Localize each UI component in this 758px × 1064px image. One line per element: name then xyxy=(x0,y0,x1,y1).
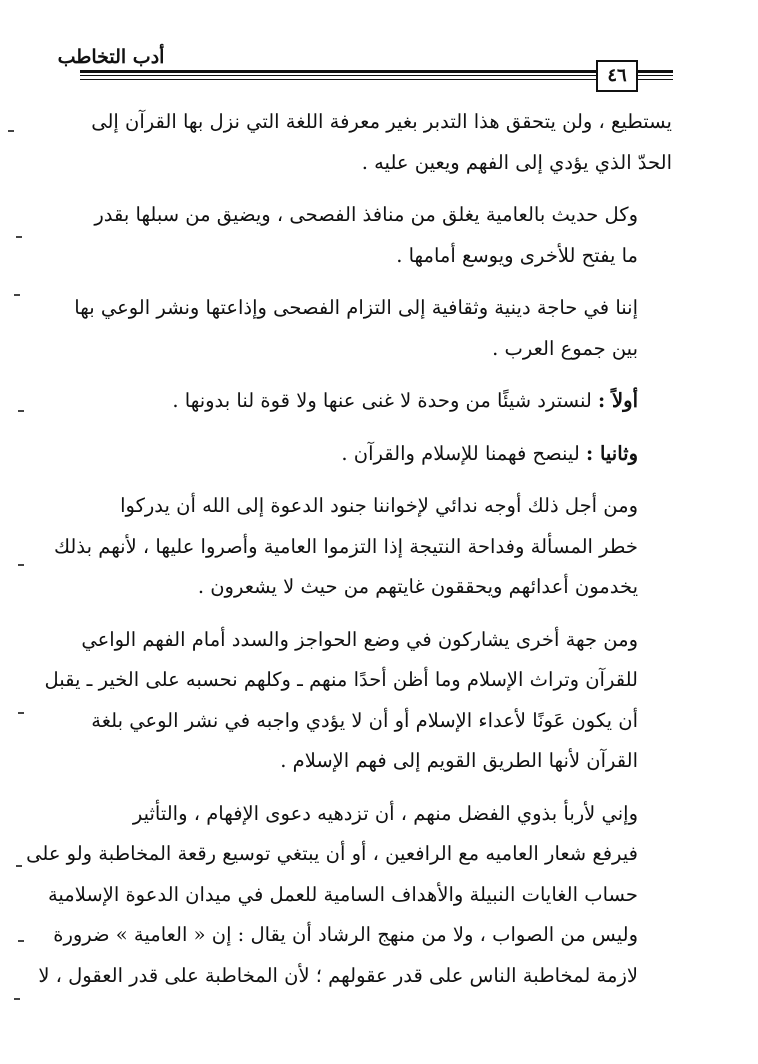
header-rule xyxy=(637,70,673,73)
text-line: القرآن لأنها الطريق القويم إلى فهم الإسلام . xyxy=(280,749,638,772)
header-rule xyxy=(80,70,596,73)
scan-speck xyxy=(14,294,20,296)
paragraph xyxy=(44,620,672,782)
text-line: ومن جهة أخرى يشاركون في وضع الحواجز والسدد أمام الفهم الواعي xyxy=(81,627,638,651)
text-line: الحدّ الذي يؤدي إلى الفهم ويعين عليه . xyxy=(361,150,672,174)
paragraph xyxy=(53,486,672,608)
text-line: فيرفع شعار العاميه مع الرافعين ، أو أن يبتغي توسيع رقعة المخاطبة ولو على xyxy=(26,842,638,865)
header-rule xyxy=(637,75,673,76)
text-line: أن يكون عَونًا لأعداء الإسلام أو أن لا يؤدي واجبه في نشر الوعي بلغة xyxy=(91,708,638,732)
scan-speck xyxy=(18,940,24,942)
paragraph xyxy=(26,794,672,997)
scan-speck xyxy=(8,130,14,132)
point-lead: وثانيا : xyxy=(585,441,638,465)
point-text: لينصح فهمنا للإسلام والقرآن . xyxy=(341,441,586,465)
text-line: بين جموع العرب . xyxy=(492,336,638,360)
point-text: لنسترد شيئًا من وحدة لا غنى عنها ولا قوة لنا بدونها . xyxy=(172,389,599,412)
text-line: وليس من الصواب ، ولا من منهج الرشاد أن يقال : إن « العامية » ضرورة xyxy=(53,923,638,946)
text-line: وإني لأربأ بذوي الفضل منهم ، أن تزدهيه دعوى الإفهام ، والتأثير xyxy=(132,801,638,825)
paragraph xyxy=(74,102,672,183)
text-line: حساب الغايات النبيلة والأهداف السامية للعمل في ميدان الدعوة الإسلامية xyxy=(47,882,638,906)
header-rule xyxy=(80,75,596,76)
point-lead: أولاً : xyxy=(598,389,638,412)
point-paragraph xyxy=(74,434,672,475)
header-rule xyxy=(80,79,596,80)
body-text xyxy=(26,102,672,1008)
scan-speck xyxy=(16,865,22,867)
scan-speck xyxy=(18,410,24,412)
text-line: خطر المسألة وفداحة النتيجة إذا التزموا العامية وأصروا عليها ، لأنهم بذلك xyxy=(53,534,638,558)
text-line: ومن أجل ذلك أوجه ندائي لإخواننا جنود الدعوة إلى الله أن يدركوا xyxy=(120,494,638,517)
text-line: لازمة لمخاطبة الناس على قدر عقولهم ؛ لأن المخاطبة على قدر العقول ، لا xyxy=(38,963,638,987)
point-paragraph xyxy=(74,381,672,422)
paragraph xyxy=(74,288,672,369)
text-line: وكل حديث بالعامية يغلق من منافذ الفصحى ، ويضيق من سبلها بقدر xyxy=(94,203,638,226)
text-line xyxy=(74,381,672,422)
scan-speck xyxy=(18,564,24,566)
scan-speck xyxy=(16,236,22,238)
header-rule xyxy=(637,79,673,80)
running-header-title: أدب التخاطب xyxy=(57,46,165,68)
text-line: يخدمون أعدائهم ويحققون غايتهم من حيث لا يشعرون . xyxy=(197,575,638,598)
scan-speck xyxy=(18,712,24,714)
text-line: إننا في حاجة دينية وثقافية إلى التزام الفصحى وإذاعتها ونشر الوعي بها xyxy=(74,296,638,319)
page-number: ٤٦ xyxy=(596,60,638,92)
text-line xyxy=(74,434,672,475)
text-line: يستطيع ، ولن يتحقق هذا التدبر بغير معرفة اللغة التي نزل بها القرآن إلى xyxy=(91,110,672,133)
text-line: للقرآن وتراث الإسلام وما أظن أحدًا منهم ـ وكلهم نحسبه على الخير ـ يقبل xyxy=(44,668,638,691)
text-line: ما يفتح للأخرى ويوسع أمامها . xyxy=(396,243,638,267)
paragraph xyxy=(74,195,672,276)
scan-speck xyxy=(14,998,20,1000)
